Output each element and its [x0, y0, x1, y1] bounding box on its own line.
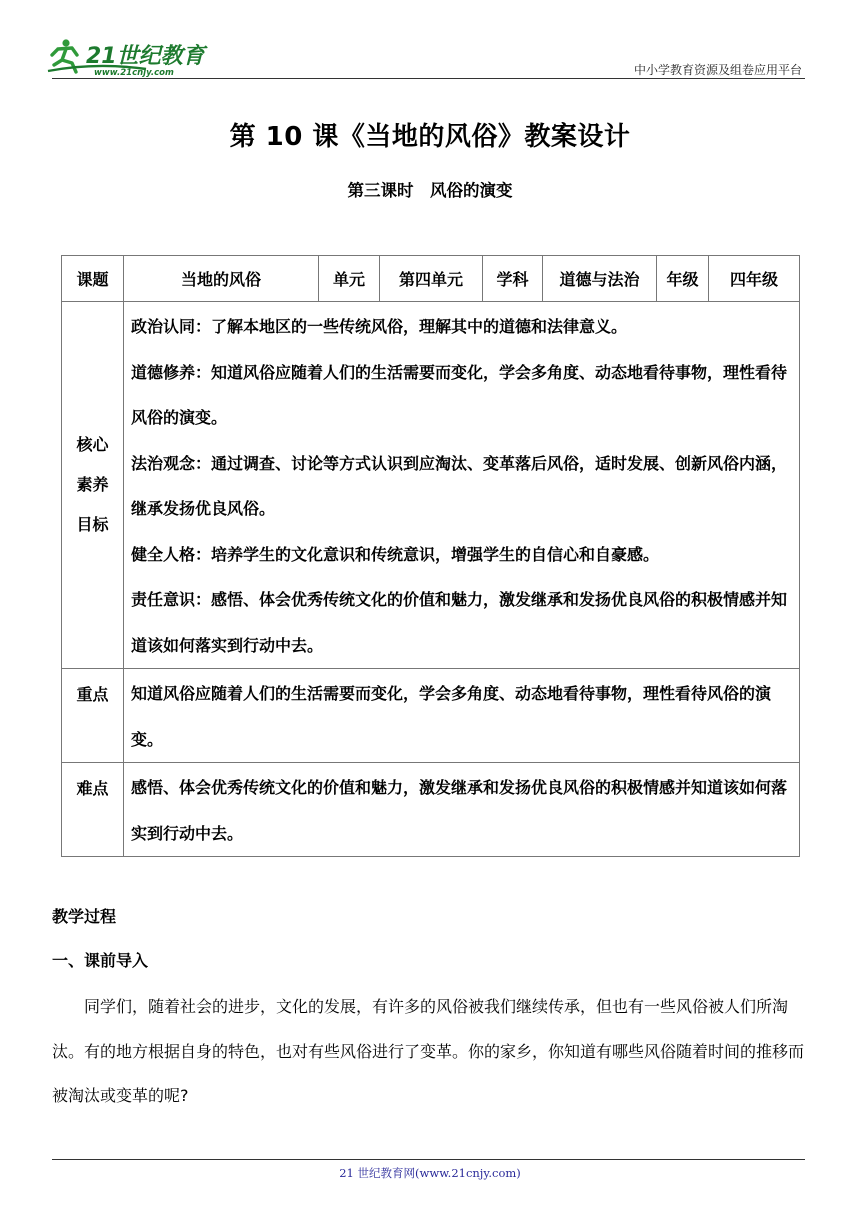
cell-subject-label: 学科 [483, 256, 543, 302]
header-divider [52, 78, 805, 79]
goal-personality: 健全人格：培养学生的文化意识和传统意识，增强学生的自信心和自豪感。 [131, 544, 660, 564]
site-logo [46, 34, 216, 78]
table-row-key [62, 669, 800, 763]
table-row-meta [62, 256, 800, 302]
cell-core-goals [124, 302, 800, 669]
footer-text: 21 世纪教育网(www.21cnjy.com) [339, 1166, 521, 1180]
table-row-core [62, 302, 800, 669]
process-heading: 教学过程 [52, 907, 117, 926]
cell-key-text: 知道风俗应随着人们的生活需要而变化，学会多角度、动态地看待事物，理性看待风俗的演变。 [124, 669, 800, 763]
cell-topic-value: 当地的风俗 [124, 256, 319, 302]
runner-logo-icon [46, 34, 216, 78]
lesson-info-table [61, 255, 800, 857]
page-subtitle: 第三课时 风俗的演变 [347, 181, 513, 200]
svg-text:21世纪教育: 21世纪教育 [86, 44, 205, 69]
svg-text:www.21cnjy.com: www.21cnjy.com [94, 68, 174, 78]
cell-difficulty-label: 难点 [62, 763, 124, 857]
footer-divider [52, 1159, 805, 1160]
table-row-difficulty [62, 763, 800, 857]
cell-subject-value: 道德与法治 [543, 256, 657, 302]
cell-grade-label: 年级 [657, 256, 709, 302]
section-intro-heading: 一、课前导入 [52, 951, 149, 970]
cell-key-label: 重点 [62, 669, 124, 763]
cell-core-label: 核心 素养 目标 [62, 302, 124, 669]
cell-unit-label: 单元 [319, 256, 380, 302]
goal-law: 法治观念：通过调查、讨论等方式认识到应淘汰、变革落后风俗，适时发展、创新风俗内涵，继承发扬优良风俗。 [131, 453, 788, 518]
goal-responsibility: 责任意识：感悟、体会优秀传统文化的价值和魅力，激发继承和发扬优良风俗的积极情感并知道该如何落实到行动中去。 [131, 590, 788, 655]
cell-unit-value: 第四单元 [380, 256, 483, 302]
cell-grade-value: 四年级 [709, 256, 800, 302]
goal-political: 政治认同：了解本地区的一些传统风俗，理解其中的道德和法律意义。 [131, 317, 628, 336]
goal-moral: 道德修养：知道风俗应随着人们的生活需要而变化，学会多角度、动态地看待事物，理性看待风俗的演变。 [131, 362, 788, 427]
cell-difficulty-text: 感悟、体会优秀传统文化的价值和魅力，激发继承和发扬优良风俗的积极情感并知道该如何落实到行动中去。 [124, 763, 800, 857]
page-title: 第 10 课《当地的风俗》教案设计 [229, 122, 631, 152]
platform-name: 中小学教育资源及组卷应用平台 [633, 63, 802, 77]
intro-paragraph: 同学们，随着社会的进步，文化的发展，有许多的风俗被我们继续传承，但也有一些风俗被人们所淘汰。有的地方根据自身的特色，也对有些风俗进行了变革。你的家乡，你知道有哪些风俗随着时间的推移而被淘汰或变革的呢? [52, 997, 805, 1105]
cell-topic-label: 课题 [62, 256, 124, 302]
